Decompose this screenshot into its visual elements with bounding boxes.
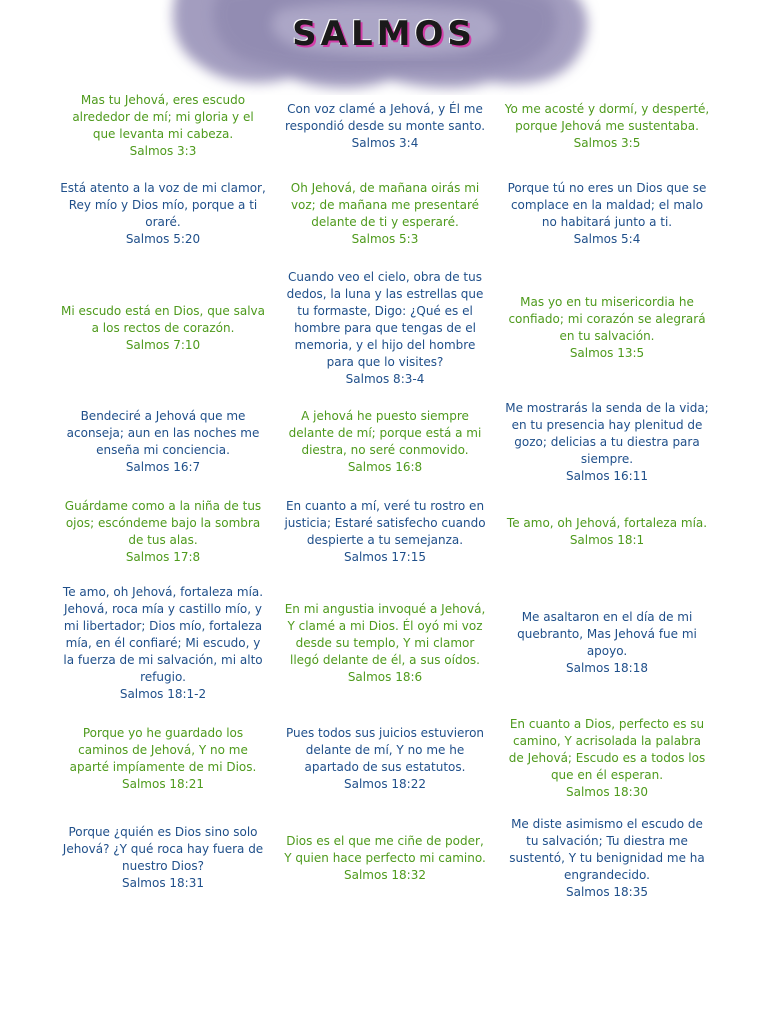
verse-card (496, 168, 718, 260)
verse-card (274, 806, 496, 910)
verse-text: Porque yo he guardado los caminos de Jehová, Y no me aparté impíamente de mi Dios. (69, 725, 257, 774)
verse-card (496, 575, 718, 711)
verse-reference: Salmos 18:6 (347, 669, 423, 684)
verse-card (52, 168, 274, 260)
verse-text: En cuanto a mí, veré tu rostro en justicia; Estaré satisfecho cuando despierte a tu semejanza. (284, 498, 486, 547)
verse-text: Mas tu Jehová, eres escudo alrededor de mí; mi gloria y el que levanta mi cabeza. (72, 93, 254, 141)
verse-text: Yo me acosté y dormí, y desperté, porque Jehová me sustentaba. (504, 101, 710, 133)
verse-text: Me asaltaron en el día de mi quebranto, Mas Jehová fue mi apoyo. (517, 610, 697, 658)
verse-text: Pues todos sus juicios estuvieron delante de mí, Y no me he apartado de sus estatutos. (285, 725, 485, 774)
verse-reference: Salmos 3:3 (129, 144, 197, 158)
verse-reference: Salmos 18:1 (569, 532, 645, 547)
verse-reference: Salmos 17:15 (344, 549, 426, 564)
verse-card (496, 711, 718, 806)
verse-text: Dios es el que me ciñe de poder, Y quien hace perfecto mi camino. (284, 833, 486, 865)
verse-text: Te amo, oh Jehová, fortaleza mía. Jehová, roca mía y castillo mío, y mi libertador; Dios mío, fortaleza mía, en él confiaré; Mi escudo, y la fuerza de mi salvación, mi alto refugio. (62, 584, 264, 684)
verse-card (52, 711, 274, 806)
page-title: SALMOS (292, 14, 476, 54)
verse-card (274, 260, 496, 396)
verse-reference: Salmos 5:20 (125, 232, 201, 246)
verse-reference: Salmos 18:22 (344, 776, 426, 791)
verse-reference: Salmos 3:4 (351, 135, 419, 150)
verse-card (274, 711, 496, 806)
verse-text: Te amo, oh Jehová, fortaleza mía. (506, 515, 708, 530)
verse-card (52, 488, 274, 575)
verse-text: Mas yo en tu misericordia he confiado; mi corazón se alegrará en tu salvación. (508, 295, 706, 343)
verse-card (52, 260, 274, 396)
verse-card (52, 396, 274, 488)
verse-card (496, 260, 718, 396)
verse-card (52, 575, 274, 711)
verse-reference: Salmos 8:3-4 (345, 371, 425, 386)
verse-text: Bendeciré a Jehová que me aconseja; aun en las noches me enseña mi conciencia. (66, 409, 260, 457)
verse-text: Mi escudo está en Dios, que salva a los rectos de corazón. (60, 303, 266, 335)
verse-text: Porque ¿quién es Dios sino solo Jehová? ¿Y qué roca hay fuera de nuestro Dios? (62, 825, 264, 873)
verse-reference: Salmos 18:1-2 (119, 686, 207, 701)
verse-reference: Salmos 3:5 (573, 135, 641, 150)
verse-text: Cuando veo el cielo, obra de tus dedos, la luna y las estrellas que tu formaste, Digo: ¿Qué es el hombre para que tengas de el memoria, y el hijo del hombre para que lo visites? (286, 269, 484, 369)
verse-reference: Salmos 17:8 (125, 549, 201, 564)
verse-reference: Salmos 18:21 (122, 776, 204, 791)
verse-card (274, 84, 496, 168)
verse-card (496, 488, 718, 575)
verse-card (274, 396, 496, 488)
verse-card (496, 396, 718, 488)
verse-text: Con voz clamé a Jehová, y Él me respondió desde su monte santo. (284, 101, 486, 133)
verse-grid (52, 84, 718, 984)
verse-card (496, 806, 718, 910)
verse-text: En mi angustia invoqué a Jehová, Y clamé a mi Dios. Él oyó mi voz desde su templo, Y mi clamor llegó delante de él, a sus oídos. (284, 601, 486, 667)
verse-card (274, 168, 496, 260)
verse-card (52, 84, 274, 168)
verse-card (274, 575, 496, 711)
verse-reference: Salmos 18:31 (122, 876, 204, 890)
verse-reference: Salmos 18:32 (344, 867, 426, 882)
verse-reference: Salmos 7:10 (125, 337, 201, 352)
verse-text: Está atento a la voz de mi clamor, Rey mío y Dios mío, porque a ti oraré. (60, 181, 266, 229)
verse-text: A jehová he puesto siempre delante de mí; porque está a mi diestra, no seré conmovido. (288, 409, 482, 457)
verse-card (52, 806, 274, 910)
verse-reference: Salmos 18:30 (566, 785, 648, 799)
verse-reference: Salmos 13:5 (569, 346, 645, 360)
verse-text: Porque tú no eres un Dios que se complace en la maldad; el malo no habitará junto a ti. (507, 181, 707, 229)
verse-text: Me diste asimismo el escudo de tu salvación; Tu diestra me sustentó, Y tu benignidad me ha engrandecido. (509, 816, 705, 882)
verse-card (496, 84, 718, 168)
verse-card (274, 488, 496, 575)
verse-text: En cuanto a Dios, perfecto es su camino, Y acrisolada la palabra de Jehová; Escudo es a todos los que en él esperan. (508, 717, 706, 782)
verse-reference: Salmos 16:11 (566, 468, 648, 483)
verse-reference: Salmos 5:3 (351, 232, 419, 246)
verse-text: Guárdame como a la niña de tus ojos; escóndeme bajo la sombra de tus alas. (64, 498, 262, 547)
verse-text: Me mostrarás la senda de la vida; en tu presencia hay plenitud de gozo; delicias a tu diestra para siempre. (505, 400, 709, 466)
verse-reference: Salmos 18:35 (566, 884, 648, 899)
verse-reference: Salmos 18:18 (566, 661, 648, 675)
verse-text: Oh Jehová, de mañana oirás mi voz; de mañana me presentaré delante de ti y esperaré. (290, 181, 480, 229)
verse-reference: Salmos 5:4 (573, 232, 641, 246)
verse-reference: Salmos 16:8 (347, 460, 423, 474)
verse-reference: Salmos 16:7 (125, 460, 201, 474)
